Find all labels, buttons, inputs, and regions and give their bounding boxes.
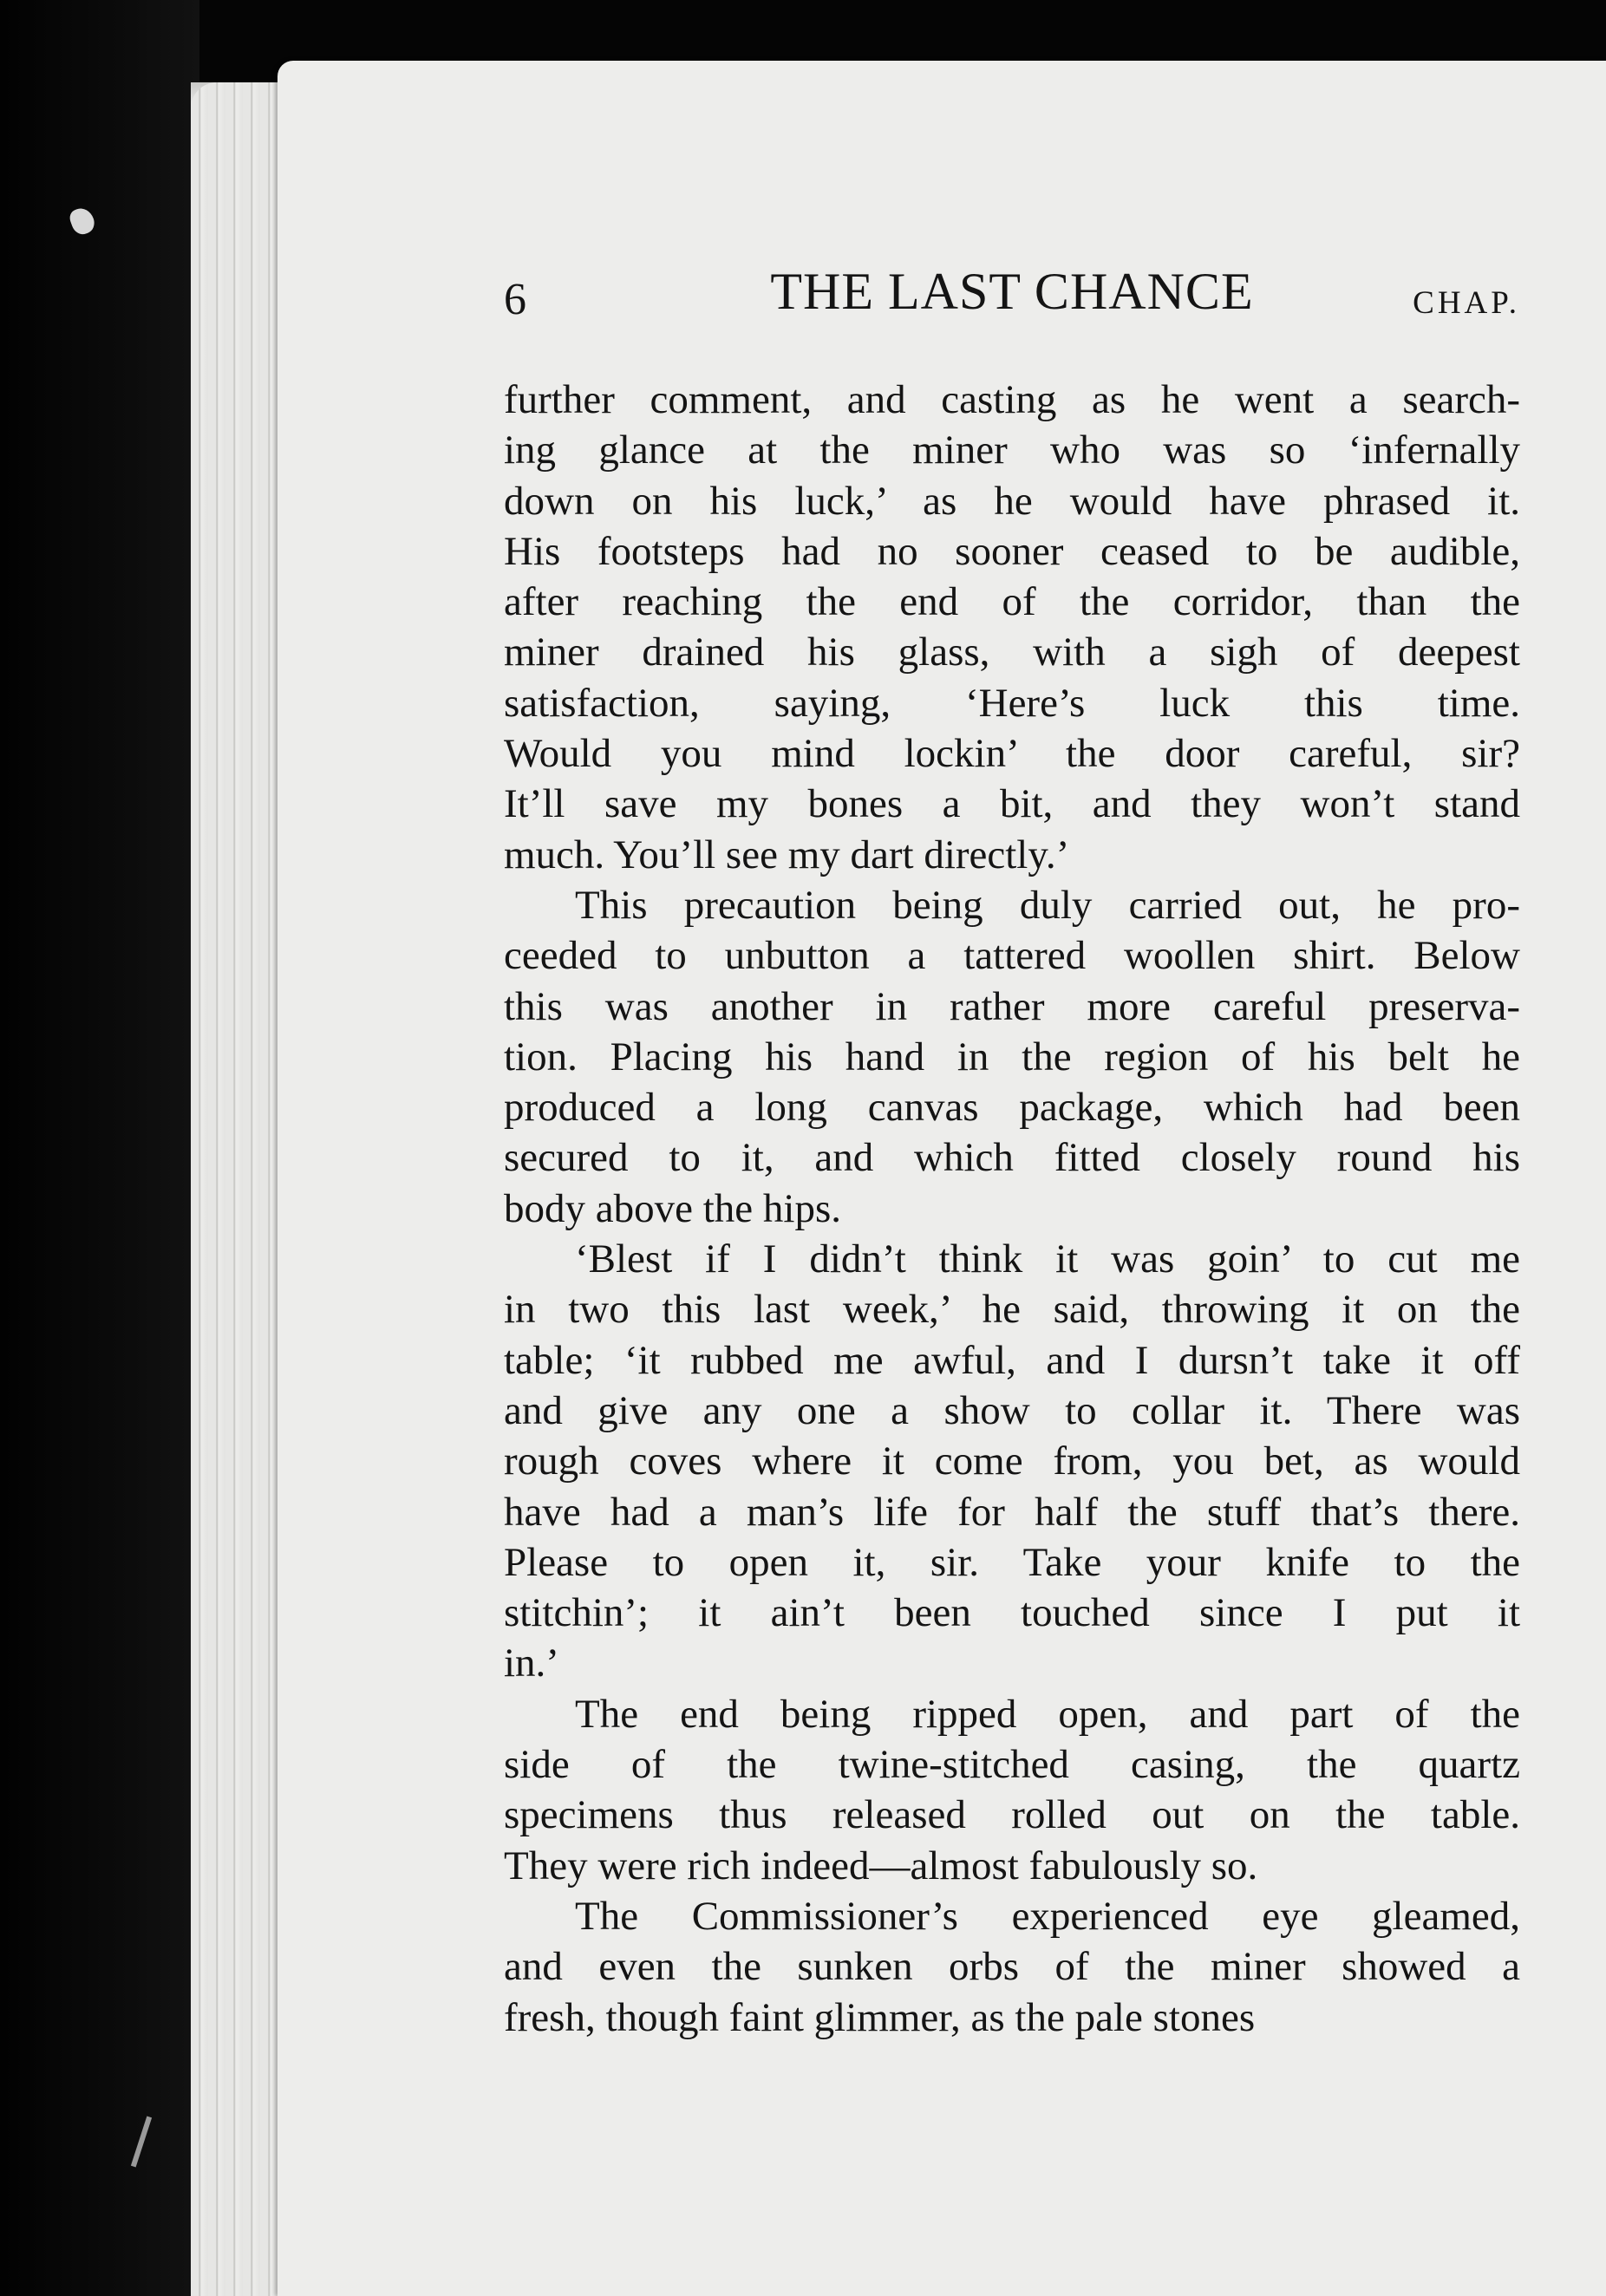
text-line: this was another in rather more careful preserva-	[504, 983, 1520, 1029]
text-line: rough coves where it come from, you bet, as would	[504, 1438, 1520, 1484]
text-line: They were rich indeed—almost fabulously so.	[504, 1843, 1258, 1888]
running-title: THE LAST CHANCE	[770, 263, 1254, 320]
text-line: ‘Blest if I didn’t think it was goin’ to cut me	[575, 1236, 1520, 1282]
scan-background	[0, 0, 199, 2296]
text-line: Would you mind lockin’ the door careful, sir?	[504, 731, 1520, 777]
page-number: 6	[504, 275, 526, 324]
text-line: tion. Placing his hand in the region of his belt he	[504, 1034, 1520, 1080]
text-line: ceeded to unbutton a tattered woollen shirt. Below	[504, 933, 1520, 979]
text-line: after reaching the end of the corridor, than the	[504, 579, 1520, 625]
text-line: much. You’ll see my dart directly.’	[504, 832, 1070, 877]
text-line: The Commissioner’s experienced eye gleamed,	[575, 1893, 1520, 1939]
page-body	[504, 375, 1520, 2043]
chapter-label: CHAP.	[1413, 285, 1520, 321]
paragraph	[504, 1234, 1520, 1689]
text-line: side of the twine-stitched casing, the quartz	[504, 1742, 1520, 1788]
text-line: further comment, and casting as he went a search-	[504, 377, 1520, 422]
page-stack-edges	[191, 82, 286, 2296]
text-line: fresh, though faint glimmer, as the pale stones	[504, 1994, 1256, 2040]
text-line: down on his luck,’ as he would have phrased it.	[504, 478, 1520, 524]
text-line: stitchin’; it ain’t been touched since I put it	[504, 1590, 1520, 1636]
paragraph	[504, 1689, 1520, 1891]
text-line: Please to open it, sir. Take your knife to the	[504, 1539, 1520, 1585]
text-line: It’ll save my bones a bit, and they won’t stand	[504, 781, 1520, 827]
text-line: specimens thus released rolled out on the table.	[504, 1792, 1520, 1838]
text-line: in.’	[504, 1640, 559, 1686]
text-line: His footsteps had no sooner ceased to be audible,	[504, 528, 1520, 574]
running-header	[504, 265, 1520, 326]
text-line: This precaution being duly carried out, he pro-	[575, 882, 1520, 928]
text-line: in two this last week,’ he said, throwing it on the	[504, 1287, 1520, 1333]
text-line: satisfaction, saying, ‘Here’s luck this time.	[504, 680, 1520, 726]
paragraph	[504, 1891, 1520, 2043]
text-line: secured to it, and which fitted closely round his	[504, 1135, 1520, 1181]
text-line: body above the hips.	[504, 1185, 841, 1231]
paragraph	[504, 375, 1520, 880]
text-line: produced a long canvas package, which had been	[504, 1085, 1520, 1131]
text-line: table; ‘it rubbed me awful, and I dursn’t take it off	[504, 1337, 1520, 1383]
paragraph	[504, 880, 1520, 1234]
text-line: The end being ripped open, and part of the	[575, 1691, 1520, 1737]
text-line: have had a man’s life for half the stuff that’s there.	[504, 1489, 1520, 1535]
text-line: and give any one a show to collar it. There was	[504, 1387, 1520, 1433]
text-line: ing glance at the miner who was so ‘infernally	[504, 427, 1520, 473]
text-line: and even the sunken orbs of the miner showed a	[504, 1944, 1520, 1990]
text-line: miner drained his glass, with a sigh of deepest	[504, 629, 1520, 675]
